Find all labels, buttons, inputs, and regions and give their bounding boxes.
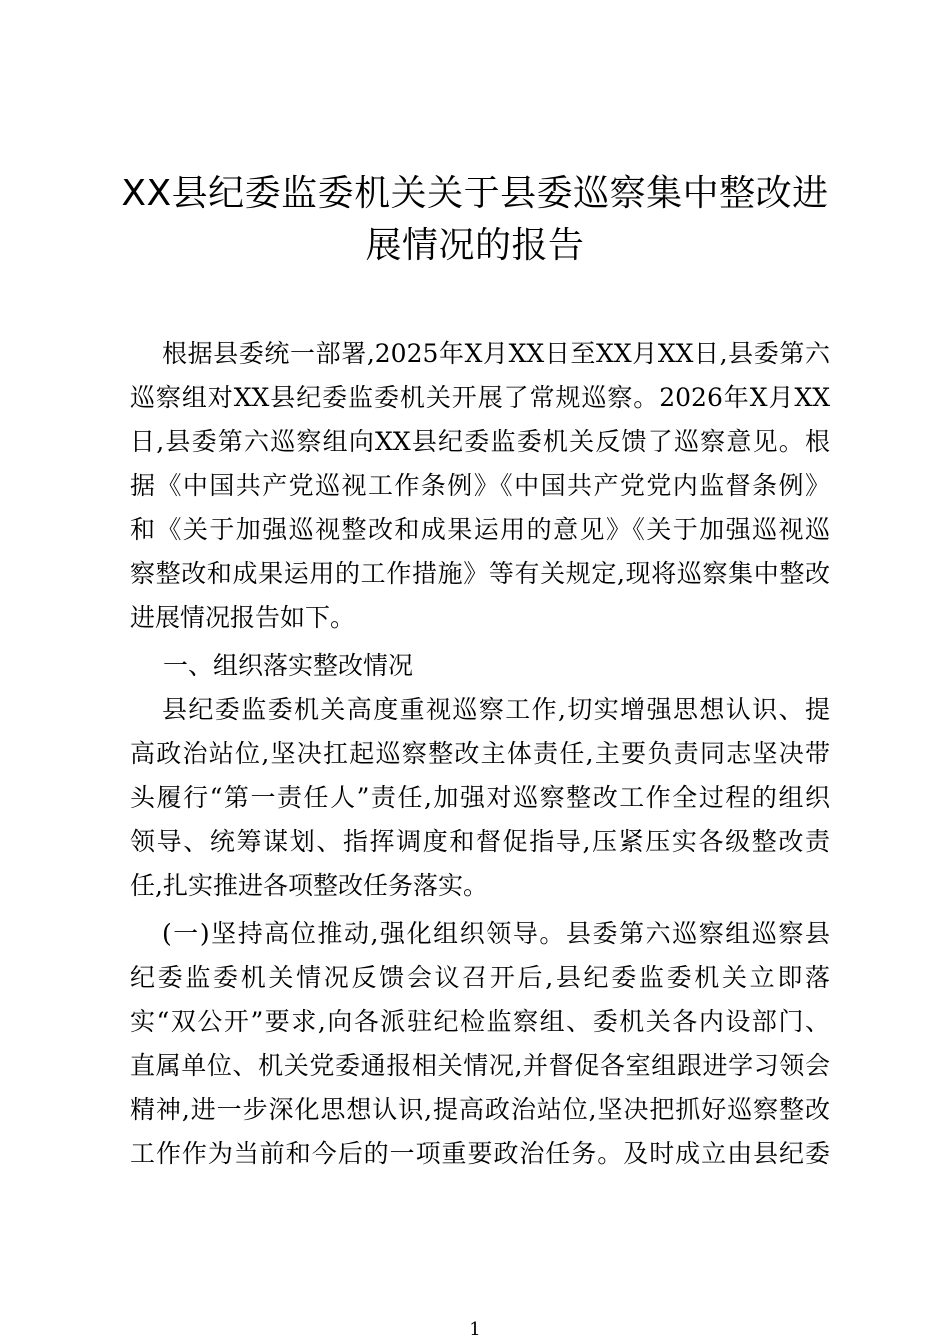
paragraph-line: 精神,进一步深化思想认识,提高政治站位,坚决把抓好巡察整改 bbox=[130, 1095, 830, 1124]
paragraph-line: 实“双公开”要求,向各派驻纪检监察组、委机关各内设部门、 bbox=[130, 1007, 830, 1036]
paragraph-line: 察整改和成果运用的工作措施》等有关规定,现将巡察集中整改 bbox=[130, 559, 830, 588]
paragraph-line: 高政治站位,坚决扛起巡察整改主体责任,主要负责同志坚决带 bbox=[130, 739, 830, 768]
page-number: 1 bbox=[469, 1319, 481, 1340]
paragraph-line: 纪委监委机关情况反馈会议召开后,县纪委监委机关立即落 bbox=[130, 963, 830, 992]
paragraph-line: 县纪委监委机关高度重视巡察工作,切实增强思想认识、提 bbox=[162, 695, 830, 724]
paragraph-line: 据《中国共产党巡视工作条例》《中国共产党党内监督条例》 bbox=[130, 471, 830, 500]
paragraph-line: 头履行“第一责任人”责任,加强对巡察整改工作全过程的组织 bbox=[130, 783, 830, 812]
paragraph-line: 任,扎实推进各项整改任务落实。 bbox=[130, 871, 488, 900]
document-title bbox=[120, 168, 830, 272]
paragraph-line: 根据县委统一部署,2025年X月XX日至XX月XX日,县委第六 bbox=[162, 339, 830, 368]
paragraph-line: 工作作为当前和今后的一项重要政治任务。及时成立由县纪委 bbox=[130, 1139, 830, 1168]
paragraph-line: 日,县委第六巡察组向XX县纪委监委机关反馈了巡察意见。根 bbox=[130, 427, 830, 456]
title-line-1: XX县纪委监委机关关于县委巡察集中整改进 bbox=[121, 173, 829, 214]
paragraph-line: 巡察组对XX县纪委监委机关开展了常规巡察。2026年X月XX bbox=[130, 383, 830, 412]
paragraph-line: (一)坚持高位推动,强化组织领导。县委第六巡察组巡察县 bbox=[162, 919, 830, 948]
paragraph-line: 进展情况报告如下。 bbox=[130, 603, 356, 632]
paragraph-line: 领导、统筹谋划、指挥调度和督促指导,压紧压实各级整改责 bbox=[130, 827, 830, 856]
section-heading: 一、组织落实整改情况 bbox=[163, 651, 414, 680]
paragraph-line: 和《关于加强巡视整改和成果运用的意见》《关于加强巡视巡 bbox=[130, 515, 830, 544]
paragraph-line: 直属单位、机关党委通报相关情况,并督促各室组跟进学习领会 bbox=[130, 1051, 830, 1080]
title-line-2: 展情况的报告 bbox=[365, 225, 585, 266]
